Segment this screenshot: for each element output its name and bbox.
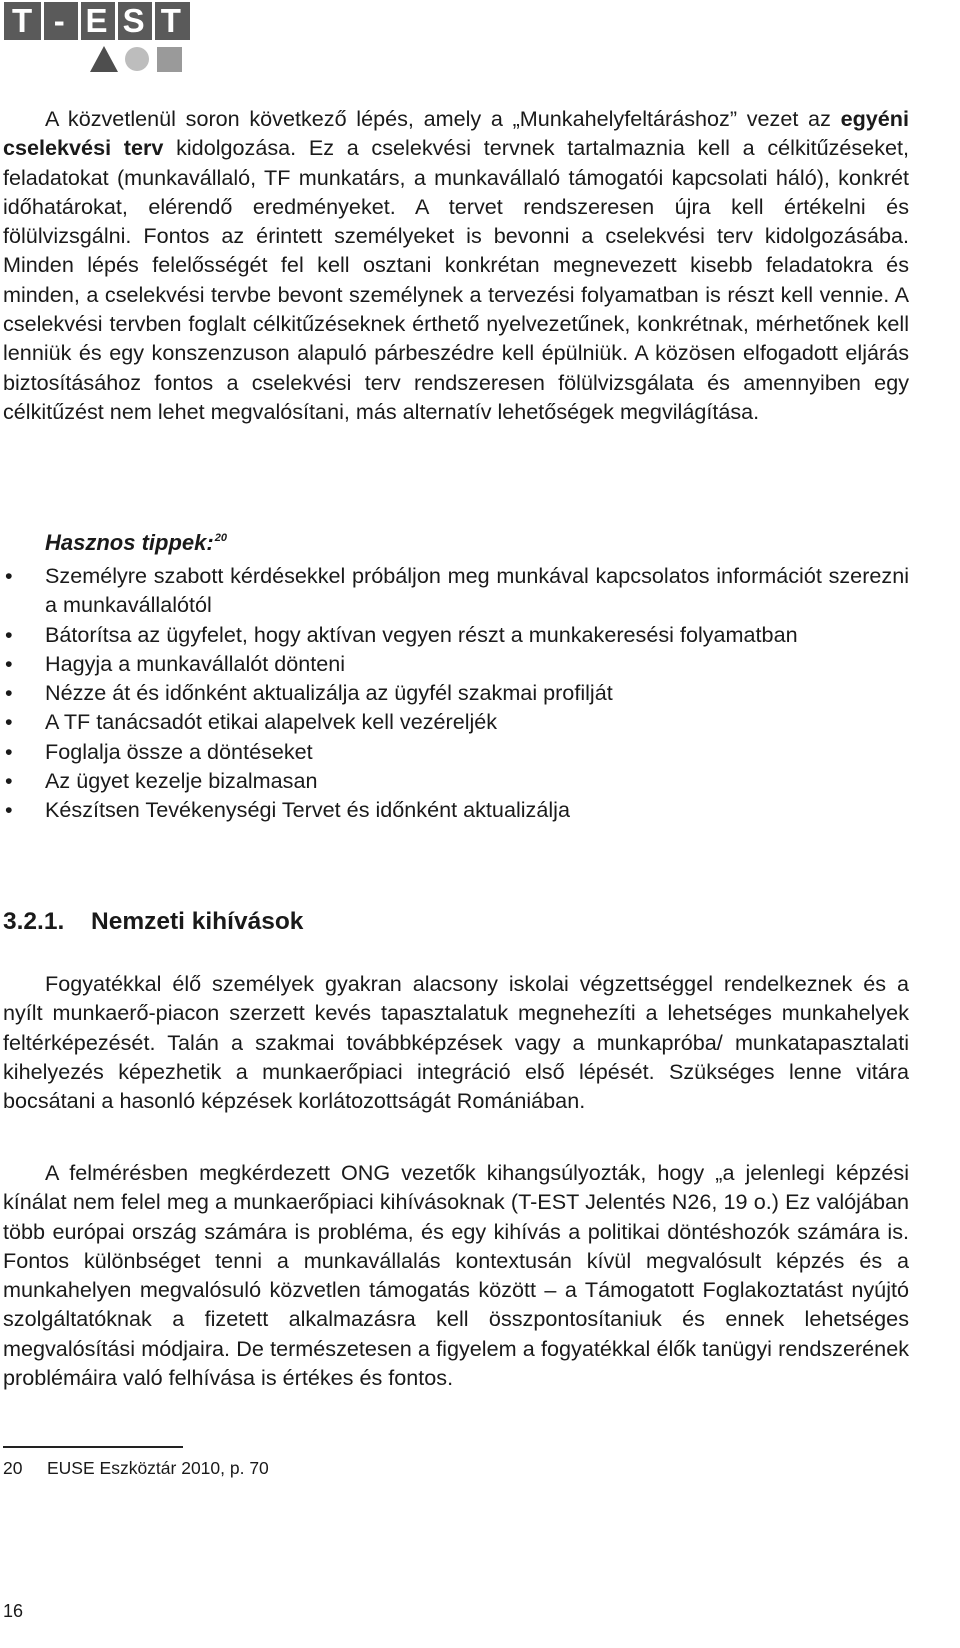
list-item-text: Személyre szabott kérdésekkel próbáljon meg munkával kapcsolatos információt szerezni a munkavállalótól bbox=[45, 563, 909, 618]
section-paragraph-1: Fogyatékkal élő személyek gyakran alacsony iskolai végzettséggel rendelkeznek és a nyílt munkaerő-piacon szerzett kevés tapasztalatuk megnehezíti a lehetséges munkahelyek feltérképezését. Talán a szakmai továbbképzések vagy a munkapróba/ munkatapasztalati kihelyezés képezhetik a munkaerőpiaci integráció első lépését. Szükséges lenne vitára bocsátani a hasonló képzések korlátozottságát Romániában. bbox=[3, 971, 909, 1114]
section-number: 3.2.1. bbox=[3, 908, 65, 935]
section-heading bbox=[3, 908, 303, 936]
logo-triangle-icon bbox=[90, 46, 118, 72]
logo-letters bbox=[4, 2, 190, 40]
logo-divider bbox=[41, 2, 44, 40]
list-item-text: Bátorítsa az ügyfelet, hogy aktívan vegyen részt a munkakeresési folyamatban bbox=[45, 621, 798, 647]
bullet-icon: • bbox=[5, 797, 13, 823]
page-number: 16 bbox=[3, 1601, 24, 1621]
logo-letter: - bbox=[53, 2, 66, 39]
list-item bbox=[3, 795, 909, 824]
footnote-divider bbox=[3, 1446, 183, 1448]
logo-square-icon bbox=[157, 47, 182, 72]
list-item bbox=[3, 707, 909, 736]
logo-letter: E bbox=[85, 2, 109, 39]
section-paragraph-2: A felmérésben megkérdezett ONG vezetők kihangsúlyozták, hogy „a jelenlegi képzési kínálat nem felel meg a munkaerőpiaci kihívásoknak (T-EST Jelentés N26, 19 o.) Ez valójában több európai ország számára is probléma, és egy kihívás a politikai döntéshozók számára is. Fontos különbséget tenni a munkavállalás kontextusán kívül megvalósult képzés és a munkahelyen megvalósuló közvetlen támogatás között – a Támogatott Foglakoztatást nyújtó szolgáltatóknak a fizetett alkalmazásra kell összpontosítaniuk és ennek lehetséges megvalósítási módjaira. De természetesen a figyelem a fogyatékkal élők tanügyi rendszerének problémáira való felhívása is értékes és fontos. bbox=[3, 1160, 909, 1391]
intro-bold-term: egyéni cselekvési terv bbox=[3, 106, 909, 161]
intro-paragraph bbox=[3, 104, 909, 426]
bullet-icon: • bbox=[5, 563, 13, 588]
logo-divider bbox=[115, 2, 118, 40]
footnote-text: EUSE Eszköztár 2010, p. 70 bbox=[47, 1458, 269, 1478]
list-item bbox=[3, 678, 909, 707]
logo-letter: T bbox=[12, 2, 34, 39]
tips-heading-text: Hasznos tippek: bbox=[45, 530, 214, 555]
list-item bbox=[3, 620, 909, 649]
list-item-text: Az ügyet kezelje bizalmasan bbox=[45, 768, 318, 794]
list-item bbox=[3, 649, 909, 678]
bullet-icon: • bbox=[5, 680, 13, 706]
bullet-icon: • bbox=[5, 650, 13, 676]
list-item-text: Készítsen Tevékenységi Tervet és időnként aktualizálja bbox=[45, 797, 570, 823]
logo-letter: T bbox=[160, 2, 182, 39]
intro-text-end: kidolgozása. Ez a cselekvési tervnek tartalmaznia kell a célkitűzéseket, feladatokat (munkavállaló, TF munkatárs, a munkavállaló támogatói kapcsolati háló), konkrét időhatárokat, elérendő eredményeket. A tervet rendszeresen újra kell értékelni és fölülvizsgálni. Fontos az érintett személyeket is bevonni a cselekvési terv kidolgozásába. Minden lépés felelősségét fel kell osztani konkrétan megnevezett kisebb feladatokra és minden, a cselekvési tervbe bevont személynek a tervezési folyamatban is részt kell vennie. A cselekvési tervben foglalt célkitűzéseknek érthető nyelvezetűnek, konkrétnak, mérhetőnek kell lenniük és egy konszenzuson alapuló párbeszédre kell épülniük. A közösen elfogadott eljárás biztosításához fontos a cselekvési terv rendszeresen fölülvizsgálata és amennyiben egy célkitűzést nem lehet megvalósítani, más alternatív lehetőségek megvilágítása. bbox=[3, 135, 909, 424]
tips-list bbox=[3, 561, 909, 825]
bullet-icon: • bbox=[5, 768, 13, 794]
list-item-text: Foglalja össze a döntéseket bbox=[45, 738, 313, 764]
bullet-icon: • bbox=[5, 621, 13, 647]
footnote-number: 20 bbox=[3, 1458, 23, 1478]
t-est-logo bbox=[4, 2, 190, 72]
tips-heading bbox=[45, 530, 227, 556]
list-item-text: Hagyja a munkavállalót dönteni bbox=[45, 650, 346, 676]
list-item bbox=[3, 737, 909, 766]
list-item-text: A TF tanácsadót etikai alapelvek kell vezéreljék bbox=[45, 709, 498, 735]
footnote bbox=[3, 1456, 269, 1480]
list-item bbox=[3, 766, 909, 795]
bullet-icon: • bbox=[5, 738, 13, 764]
bullet-icon: • bbox=[5, 709, 13, 735]
logo-divider bbox=[78, 2, 81, 40]
logo-divider bbox=[152, 2, 155, 40]
intro-text-start: A közvetlenül soron következő lépés, amely a „Munkahelyfeltáráshoz” vezet az bbox=[45, 106, 841, 131]
list-item-text: Nézze át és időnként aktualizálja az ügyfél szakmai profilját bbox=[45, 680, 613, 706]
logo-letter: S bbox=[122, 2, 146, 39]
footnote-reference: 20 bbox=[214, 532, 227, 544]
list-item bbox=[3, 561, 909, 620]
logo-circle-icon bbox=[125, 47, 149, 71]
section-title: Nemzeti kihívások bbox=[91, 908, 304, 935]
